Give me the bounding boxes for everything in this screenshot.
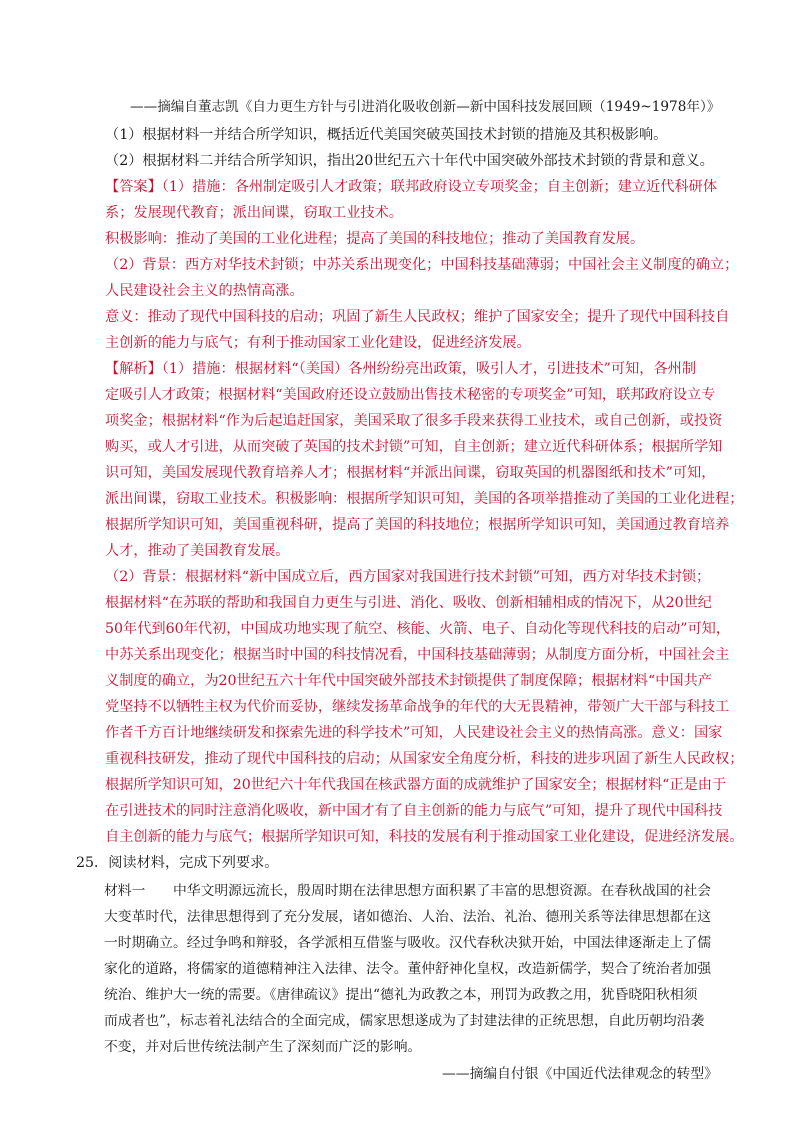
material-1-source: ——摘编自付银《中国近代法律观念的转型》 (442, 1066, 718, 1082)
analysis-line-12: 中苏关系出现变化；根据当时中国的科技情况看，中国科技基础薄弱；从制度方面分析，中国社会主 (105, 647, 730, 663)
analysis-tag: 【解析】 (105, 361, 162, 377)
material-1-line-4: 家化的道路，将儒家的道德精神注入法律、法令。董仲舒神化皇权，改造新儒学，契合了统治者加强 (104, 961, 712, 977)
answer-line-3: 积极影响：推动了美国的工业化进程；提高了美国的科技地位；推动了美国教育发展。 (105, 231, 645, 247)
analysis-line-5: 识可知，美国发展现代教育培养人才；根据材料“并派出间谍，窃取英国的机器图纸和技术”可知， (105, 465, 716, 481)
analysis-line-16: 重视科技研发，推动了现代中国科技的启动；从国家安全角度分析，科技的进步巩固了新生人民政权； (105, 751, 744, 767)
question-25-title: 25．阅读材料，完成下列要求。 (76, 855, 279, 871)
material-1-line-5: 统治、维护大一统的需要。《唐律疏议》提出“德礼为政教之本，刑罚为政教之用，犹昏晓阳秋相须 (104, 987, 698, 1003)
question-2-prompt: （2）根据材料二并结合所学知识，指出20世纪五六十年代中国突破外部技术封锁的背景和意义。 (105, 153, 714, 169)
analysis-line-19: 自主创新的能力与底气；根据所学知识可知，科技的发展有利于推动国家工业化建设，促进经济发展。 (105, 829, 744, 845)
answer-line-1: 【答案】（1）措施：各州制定吸引人才政策；联邦政府设立专项奖金；自主创新；建立近代科研体 (105, 179, 718, 195)
analysis-line-8: 人才，推动了美国教育发展。 (105, 543, 290, 559)
analysis-line-15: 作者千方百计地继续研发和探索先进的科学技术”可知，人民建设社会主义的热情高涨。意义：国家 (105, 725, 723, 741)
material-1-line-7: 不变，并对后世传统法制产生了深刻而广泛的影响。 (104, 1039, 422, 1055)
answer-line-4: （2）背景：西方对华技术封锁；中苏关系出现变化；中国科技基础薄弱；中国社会主义制度的确立； (105, 257, 739, 273)
material-1-line-1: 材料一 中华文明源远流长，殷周时期在法律思想方面积累了丰富的思想资源。在春秋战国的社会 (104, 883, 712, 899)
material-1-line-6: 而成者也”，标志着礼法结合的全面完成，儒家思想遂成为了封建法律的正统思想，自此历朝均沿袭 (104, 1013, 705, 1029)
analysis-line-4: 购买，或人才引进，从而突破了英国的技术封锁”可知，自主创新；建立近代科研体系；根据所学知 (105, 439, 723, 455)
analysis-line-1: 【解析】（1）措施：根据材料“（美国）各州纷纷亮出政策，吸引人才，引进技术”可知，各州制 (105, 361, 697, 377)
question-1-prompt: （1）根据材料一并结合所学知识，概括近代美国突破英国技术封锁的措施及其积极影响。 (105, 127, 668, 143)
material-1-line-2: 大变革时代，法律思想得到了充分发展，诸如德治、人治、法治、礼治、德刑关系等法律思想都在这 (104, 909, 712, 925)
answer-line-6: 意义：推动了现代中国科技的启动；巩固了新生人民政权；维护了国家安全；提升了现代中国科技自 (105, 309, 730, 325)
analysis-line-6: 派出间谍，窃取工业技术。积极影响：根据所学知识可知，美国的各项举措推动了美国的工业化进程； (105, 491, 744, 507)
analysis-line-7: 根据所学知识可知，美国重视科研，提高了美国的科技地位；根据所学知识可知，美国通过教育培养 (105, 517, 730, 533)
answer-tag: 【答案】 (105, 179, 162, 195)
analysis-line-3: 项奖金；根据材料“作为后起追赶国家，美国采取了很多手段来获得工业技术，或自己创新，或投资 (105, 413, 723, 429)
source-citation-material-2: ——摘编自董志凯《自力更生方针与引进消化吸收创新—新中国科技发展回顾（1949~1978年）》 (130, 99, 721, 115)
analysis-line-9: （2）背景：根据材料“新中国成立后，西方国家对我国进行技术封锁”可知，西方对华技术封锁； (105, 569, 711, 585)
analysis-line-18: 在引进技术的同时注意消化吸收，新中国才有了自主创新的能力与底气”可知，提升了现代中国科技 (105, 803, 723, 819)
analysis-line-11: 50年代到60年代初，中国成功地实现了航空、核能、火箭、电子、自动化等现代科技的启动”可知， (105, 621, 731, 637)
answer-line-2: 系；发展现代教育；派出间谍，窃取工业技术。 (105, 205, 403, 221)
analysis-line-14: 党坚持不以牺牲主权为代价而妥协，继续发扬革命战争的年代的大无畏精神，带领广大干部与科技工 (105, 699, 730, 715)
analysis-line-17: 根据所学知识可知，20世纪六十年代我国在核武器方面的成就维护了国家安全；根据材料“正是由于 (105, 777, 727, 793)
answer-line-7: 主创新的能力与底气；有利于推动国家工业化建设，促进经济发展。 (105, 335, 531, 351)
material-1-line-3: 一时期确立。经过争鸣和辩驳，各学派相互借鉴与吸收。汉代春秋决狱开始，中国法律逐渐走上了儒 (104, 935, 712, 951)
analysis-line-13: 义制度的确立，为20世纪五六十年代中国突破外部技术封锁提供了制度保障；根据材料“中国共产 (105, 673, 712, 689)
analysis-line-2: 定吸引人才政策；根据材料“美国政府还设立鼓励出售技术秘密的专项奖金”可知，联邦政府设立专 (105, 387, 716, 403)
answer-line-5: 人民建设社会主义的热情高涨。 (105, 283, 304, 299)
analysis-line-10: 根据材料“在苏联的帮助和我国自力更生与引进、消化、吸收、创新相辅相成的情况下，从20世纪 (105, 595, 712, 611)
